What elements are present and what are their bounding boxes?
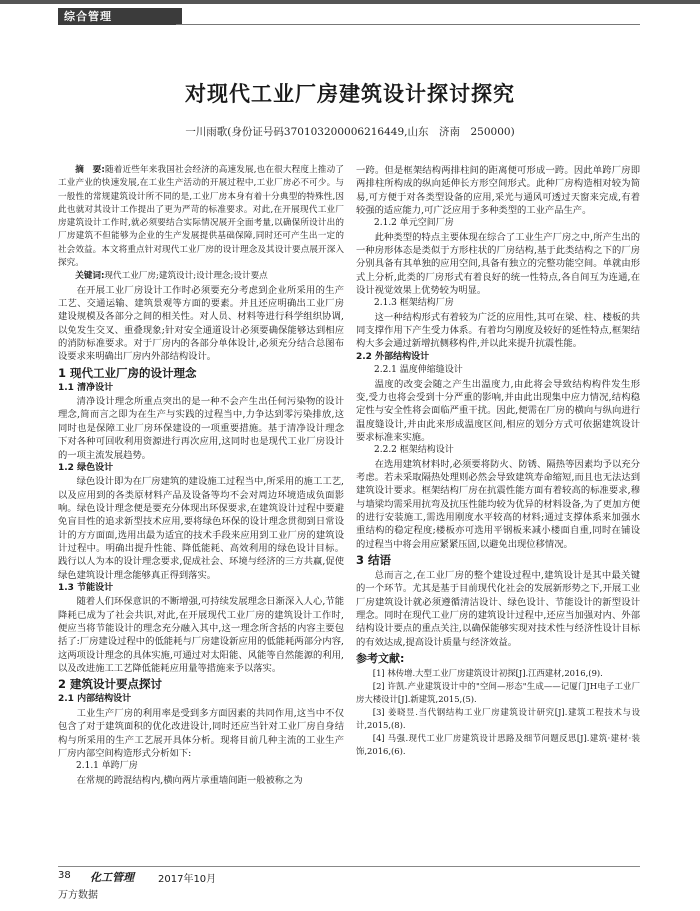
reference-item: [4] 马强.现代工业厂房建筑设计思路及细节问题反思[J].建筑·建材·装饰,2016,(6). <box>356 733 640 757</box>
heading-1-2: 1.2 绿色设计 <box>58 462 114 473</box>
source-watermark: 万方数据 <box>58 890 98 901</box>
reference-item: [3] 姜晓昱.当代钢结构工业厂房建筑设计研究[J].建筑工程技术与设计,2015,(8). <box>356 707 640 731</box>
heading-1-1: 1.1 清净设计 <box>58 382 114 393</box>
page-footer <box>58 866 640 906</box>
paragraph-1-1: 清净设计理念所重点突出的是一种不会产生出任何污染物的设计理念,简而言之即为在生产与实践的过程当中,力争达到零污染排放,这同时也是保障工业厂房环保建设的一项重要措施。基于清净设计理念下对各种可回收利用资源进行再次应用,这同时也是现代工业厂房设计的一项主流发展趋势。 <box>58 396 344 461</box>
heading-2-1-1: 2.1.1 单跨厂房 <box>76 761 138 772</box>
heading-2-2: 2.2 外部结构设计 <box>356 351 430 362</box>
paragraph-1-2: 绿色设计即为在厂房建筑的建设施工过程当中,所采用的施工工艺,以及应用到的各类原材料产品及设备等均不会对周边环境造成负面影响。绿色设计理念便是要充分体现出环保要求,在建筑设计过程中要避免盲目性的追求新型技术应用,要将绿色环保的设计理念贯彻到日常设计的方方面面,选用出最为适宜的技术手段来应用到工业厂房的建筑设计过程中。明确出提升性能、降低能耗、高效利用的绿色设计目标。践行以人为本的设计理念要求,促成社会、环境与经济的三方共赢,促使绿色建筑设计理念能够真正得到落实。 <box>58 476 344 581</box>
keywords <box>58 270 344 283</box>
header-rule <box>176 24 640 25</box>
paragraph-2-2-2: 在选用建筑材料时,必须要将防火、防锈、隔热等因素均予以充分考虑。若未采取隔热处理则必然会导致建筑寿命缩短,而且也无法达到建筑设计要求。框架结构厂房在抗震性能方面有着较高的标准要求,穆与墙梁均需采用抗弯及抗压性能均较为优异的材料设备,为了更加方便的进行安装施工,需选用刚度水平较高的材料;通过支撑体系来加强水重结构的稳定程度;楼板亦可选用平钢板来减小楼面自重,同时在铺设的过程当中将会用应紧紧压固,以避免出现位移情况。 <box>356 458 640 550</box>
magazine-name: 化工管理 <box>90 871 134 884</box>
reference-item: [1] 林传增.大型工业厂房建筑设计初探[J].江西建材,2016,(9). <box>372 668 603 679</box>
header-stripe <box>0 0 700 4</box>
left-column <box>58 164 344 787</box>
heading-3: 3 结语 <box>356 553 392 568</box>
top-header <box>0 0 700 26</box>
article-title: 对现代工业厂房建筑设计探讨探究 <box>185 82 515 106</box>
paragraph-2-1-2: 此种类型的特点主要体现在综合了工业生产厂房之中,所产生出的一种房形体态是类似于方形柱状的厂房结构,基于此类结构之下的厂房分别具备有其单独的应用空间,具备有独立的完整功能空间。单就由形式上分析,此类的厂房形式有着良好的统一性特点,各自间互为连通,在设计视觉效果上优势较为明显。 <box>356 231 640 297</box>
paragraph-2-2-1: 温度的改变会随之产生出温度力,由此将会导致结构构件发生形变,受力也将会受到十分严重的影响,并由此出现集中应力情况,结构稳定性与安全性将会面临严重干扰。因此,便需在厂房的横向与纵向进行温度缝设计,并由此来形成温度区间,相应的划分方式可依据建筑设计要求标准来实施。 <box>356 378 640 443</box>
paragraph-3: 总而言之,在工业厂房的整个建设过程中,建筑设计是其中最关键的一个环节。尤其是基于目前现代化社会的发展新形势之下,开展工业厂房建筑设计就必须遵循清洁设计、绿色设计、节能设计的新型设计理念。同时在现代工业厂房的建筑设计过程中,还应当加强对内、外部结构设计要点的重点关注,以确保能够实现对技术性与经济性设计目标的有效达成,提高设计质量与经济效益。 <box>356 570 640 648</box>
heading-2-1: 2.1 内部结构设计 <box>58 694 132 705</box>
right-column <box>356 164 640 758</box>
paragraph-2-1-1: 在常规的跨混结构内,横向两片承重墙间距一般被称之为 <box>76 774 303 786</box>
heading-2-2-1: 2.2.1 温度伸缩缝设计 <box>374 365 463 376</box>
issue-date: 2017年10月 <box>158 874 217 885</box>
references-title: 参考文献: <box>356 652 405 666</box>
paragraph-1-3: 随着人们环保意识的不断增强,可持续发展理念日渐深入人心,节能降耗已成为了社会共识,对此,在开展现代工业厂房的建筑设计工作时,便应当将节能设计的理念充分融入其中,这一理念所含括的内容主要包括了:厂房建设过程中的低能耗与厂房建设新应用的低能耗两部分内容,这两项设计理念的具体实施,可通过对太阳能、风能等自然能源的利用,以及改进施工工艺降低能耗应用量等措施来予以落实。 <box>58 596 344 675</box>
abstract <box>58 164 344 270</box>
abstract-label: 摘 要: <box>75 165 105 175</box>
abstract-text: 随着近些年来我国社会经济的高速发展,也在很大程度上推动了工业产业的快速发展,在工业生产活动的开展过程中,工业厂房必不可少。与一般性的常规建筑设计所不同的是,工业厂房本身有着十分典型的特殊性,因此也就对其设计工作提出了更为严苛的标准要求。对此,在开展现代工业厂房建筑设计工作时,就必须要结合实际情况展开全面考量,以确保所设计出的厂房建筑不但能够为企业的生产发展提供基础保障,同时还可产生出一定的社会效益。本文将重点针对现代工业厂房的设计理念及其设计要点展开深入探究。 <box>58 165 345 269</box>
keywords-text: 现代工业厂房;建筑设计;设计理念;设计要点 <box>104 271 268 282</box>
article-author: 一川雨歌(身份证号码370103200006216449,山东 济南 250000) <box>185 126 515 138</box>
heading-2-1-2: 2.1.2 单元空间厂房 <box>374 218 454 229</box>
intro-paragraph: 在开展工业厂房设计工作时必须要充分考虑到企业所采用的生产工艺、交通运输、建筑景观等方面的要素。并且还应明确出工业厂房建设规模及各部分之间的相关性。对人员、材料等进行科学组织协调,以免发生交叉、重叠现象;针对安全通道设计必须要确保能够达到相应的消防标准要求。对于厂房内的各部分单体设计,必须充分结合总图布设要求来明确出厂房内外部结构设计。 <box>58 284 344 363</box>
paragraph-2-1-1-cont: 一跨。但是框架结构两排柱间的距离便可形成一跨。因此单跨厂房即两排柱所构成的纵向延伸长方形空间形式。此种厂房构造相对较为简易,可方便于对各类型设备的应用,采光与通风可透过天窗来完成,有着较强的适应能力,可广泛应用于多种类型的工业产品生产。 <box>356 165 640 217</box>
reference-item: [2] 许凯.产业建筑设计中的"空间—形态"生成——记厦门JH电子工业厂房大楼设计[J].新建筑,2015,(5). <box>356 681 640 705</box>
keywords-label: 关键词: <box>75 271 105 282</box>
heading-1-3: 1.3 节能设计 <box>58 583 114 594</box>
heading-2-1-3: 2.1.3 框架结构厂房 <box>374 298 454 309</box>
section-label: 综合管理 <box>58 8 182 25</box>
paragraph-2-1-3: 这一种结构形式有着较为广泛的应用性,其可在梁、柱、楼板的共同支撑作用下产生受力体系。有着均匀刚度及较好的延性特点,框架结构大多会通过新增抗侧移构件,并以此来提升抗震性能。 <box>356 311 640 350</box>
heading-2-2-2: 2.2.2 框架结构设计 <box>374 445 454 456</box>
footer-rule <box>58 866 640 867</box>
page-number: 38 <box>58 870 71 881</box>
paragraph-2-1: 工业生产厂房的利用率是受到多方面因素的共同作用,这当中不仅包含了对于建筑面积的优化改进设计,同时还应当针对工业厂房自身结构与所采用的生产工艺展开具体分析。现将目前几种主流的工业生产厂房内部空间构造形式分析如下: <box>58 707 344 759</box>
heading-1: 1 现代工业厂房的设计理念 <box>58 365 197 380</box>
heading-2: 2 建筑设计要点探讨 <box>58 677 163 692</box>
